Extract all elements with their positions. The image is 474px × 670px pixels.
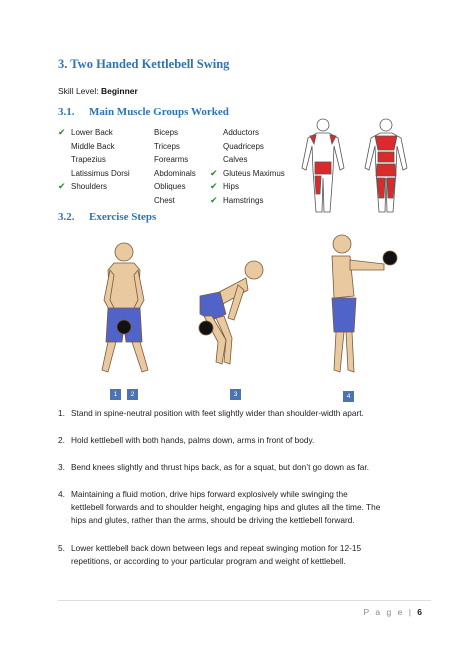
check-icon: ✔ (58, 127, 66, 137)
muscle-item: ✔ Lower Back (58, 126, 153, 140)
muscle-item: ✔ Shoulders (58, 180, 153, 194)
skill-level-label: Skill Level: (58, 86, 101, 96)
page-footer: P a g e | 6 (363, 607, 422, 617)
muscle-item: ✔ Hamstrings (210, 194, 298, 208)
section-title: Exercise Steps (89, 211, 157, 223)
check-icon: ✔ (58, 181, 66, 192)
muscle-item: Trapezius (71, 155, 106, 165)
page-number: 6 (417, 607, 422, 617)
muscle-item: ✔ Gluteus Maximus (210, 167, 298, 181)
muscle-item: Adductors (223, 128, 260, 137)
skill-level-value: Beginner (101, 86, 138, 96)
muscle-item: Obliques (154, 182, 186, 192)
muscle-item: Chest (154, 195, 175, 205)
exercise-steps-list: 1. Stand in spine-neutral position with feet slightly wider than shoulder-width apart. 2. Hold kettlebell with both hands, palms down, arms in front of body. 3. Bend knees slightly and thrust hips back, as for a squat, but don’t go down as far. 4. Maintaining a fluid motion, drive hips forward explosively while swinging the kettlebell forwards and to shoulder height, engaging hips and glutes all the time. The hips and glutes, rather than the arms, should be driving the kettlebell forward. 5. Lower kettlebell back down between legs and repeat swinging motion for 12-15 repetitions, or according to your particular program and weight of kettlebell. (58, 408, 381, 566)
muscle-item: Latissimus Dorsi (71, 168, 130, 178)
page-title: 3. Two Handed Kettlebell Swing (58, 57, 230, 71)
muscle-item: Abdominals (154, 168, 196, 178)
muscle-item: Middle Back (71, 141, 115, 151)
muscle-item: Forearms (154, 155, 189, 165)
figure-badge: 4 (343, 391, 354, 402)
figure-badge: 3 (230, 389, 241, 400)
check-icon: ✔ (210, 194, 218, 205)
muscle-item: Quadriceps (223, 141, 264, 151)
muscle-item: Triceps (154, 141, 180, 151)
figure-badge: 1 (110, 389, 121, 400)
muscle-item: Biceps (154, 128, 179, 137)
footer-divider (58, 600, 431, 601)
muscle-item: ✔ Hips (210, 180, 298, 194)
figure-badge: 2 (127, 389, 138, 400)
section-number: 3.2. (58, 211, 75, 223)
section-title: Main Muscle Groups Worked (89, 106, 229, 118)
muscle-item: Calves (223, 155, 248, 165)
check-icon: ✔ (210, 167, 218, 178)
page-label: P a g e (363, 607, 405, 617)
section-number: 3.1. (58, 106, 75, 118)
check-icon: ✔ (210, 181, 218, 192)
